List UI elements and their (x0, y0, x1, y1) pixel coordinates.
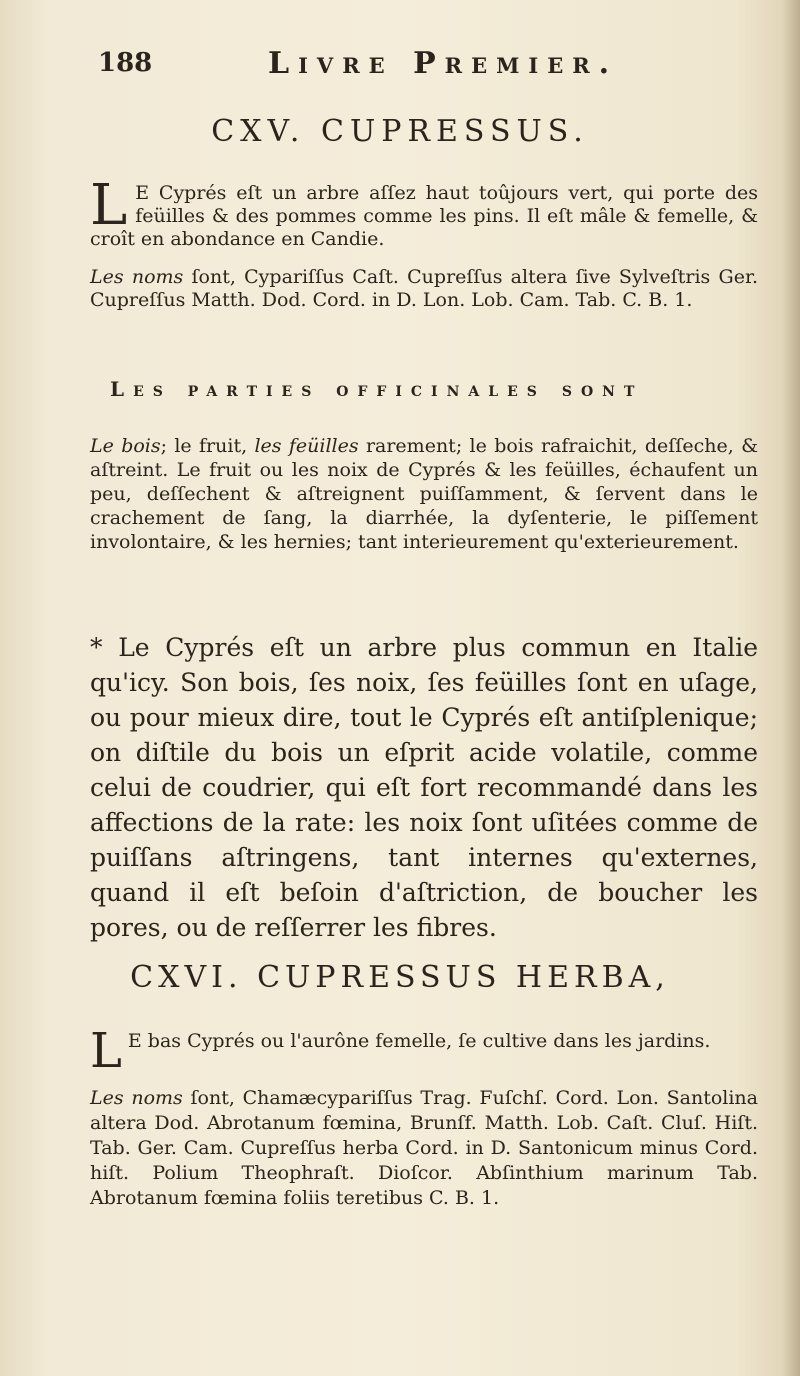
names-text: ſont, Cypariſſus Caſt. Cupreſſus altera ſive Sylveſtris Ger. Cupreſſus Matth. Dod. Cord. in D. Lon. Lob. Cam. Tab. C. B. 1. (90, 266, 758, 311)
herba-description (90, 1023, 758, 1079)
names-label: Les noms (90, 266, 184, 288)
herba-names (90, 1086, 758, 1211)
cupressus-names (90, 266, 758, 312)
running-head: Livre Premier. (268, 46, 619, 81)
cupressus-description (90, 173, 758, 251)
drop-cap: L (90, 173, 128, 238)
page-edge-shadow (782, 0, 800, 1376)
description-text: E bas Cyprés ou l'aurône femelle, ſe cultive dans les jardins. (127, 1030, 711, 1052)
page-number: 188 (98, 48, 153, 78)
description-text: E Cyprés eſt un arbre aſſez haut toûjours vert, qui porte des feüilles & des pommes comme les pins. Il eſt mâle & femelle, & croît en abondance en Candie. (90, 182, 758, 250)
editor-note: * Le Cyprés eſt un arbre plus commun en Italie qu'icy. Son bois, ſes noix, ſes feüilles ſont en uſage, ou pour mieux dire, tout le Cyprés eſt antiſplenique; on diſtile du bois un eſprit acide volatile, comme celui de coudrier, qui eſt fort recommandé dans les affections de la rate: les noix ſont uſitées comme de puiſſans aſtringens, tant internes qu'externes, quand il eſt beſoin d'aſtriction, de boucher les pores, ou de reſſerrer les fibres. (90, 633, 758, 942)
parts-label-bois: Le bois (90, 435, 161, 457)
officinal-parts (90, 434, 758, 554)
names-text: ſont, Chamæcypariſſus Trag. Fuſchſ. Cord. Lon. Santolina altera Dod. Abrotanum fœmina, Brunſf. Matth. Lob. Caſt. Cluſ. Hiſt. Tab. Ger. Cam. Cupreſſus herba Cord. in D. Santonicum minus Cord. hiſt. Polium Theophraſt. Dioſcor. Abſinthium marinum Tab. Abrotanum fœmina foliis teretibus C. B. 1. (90, 1087, 758, 1209)
names-label: Les noms (90, 1087, 183, 1109)
section-heading-parties: Les parties officinales sont (110, 377, 644, 401)
parts-connector: ; le fruit, (160, 435, 255, 457)
parts-label-feuilles: les feüilles (254, 435, 359, 457)
drop-cap: L (90, 1023, 122, 1079)
parts-text: rarement; le bois rafraichit, deſſeche, & aſtreint. Le fruit ou les noix de Cyprés & les feüilles, échaufent un peu, deſſechent & aſtreignent puiſſamment, & ſervent dans le crachement de ſang, la diarrhée, la dyſenterie, le piſſement involontaire, & les hernies; tant interieurement qu'exterieurement. (90, 435, 758, 553)
chapter-title-cupressus: CXV. CUPRESSUS. (211, 114, 589, 149)
page-header (90, 46, 750, 86)
chapter-title-cupressus-herba: CXVI. CUPRESSUS HERBA, (130, 960, 670, 995)
